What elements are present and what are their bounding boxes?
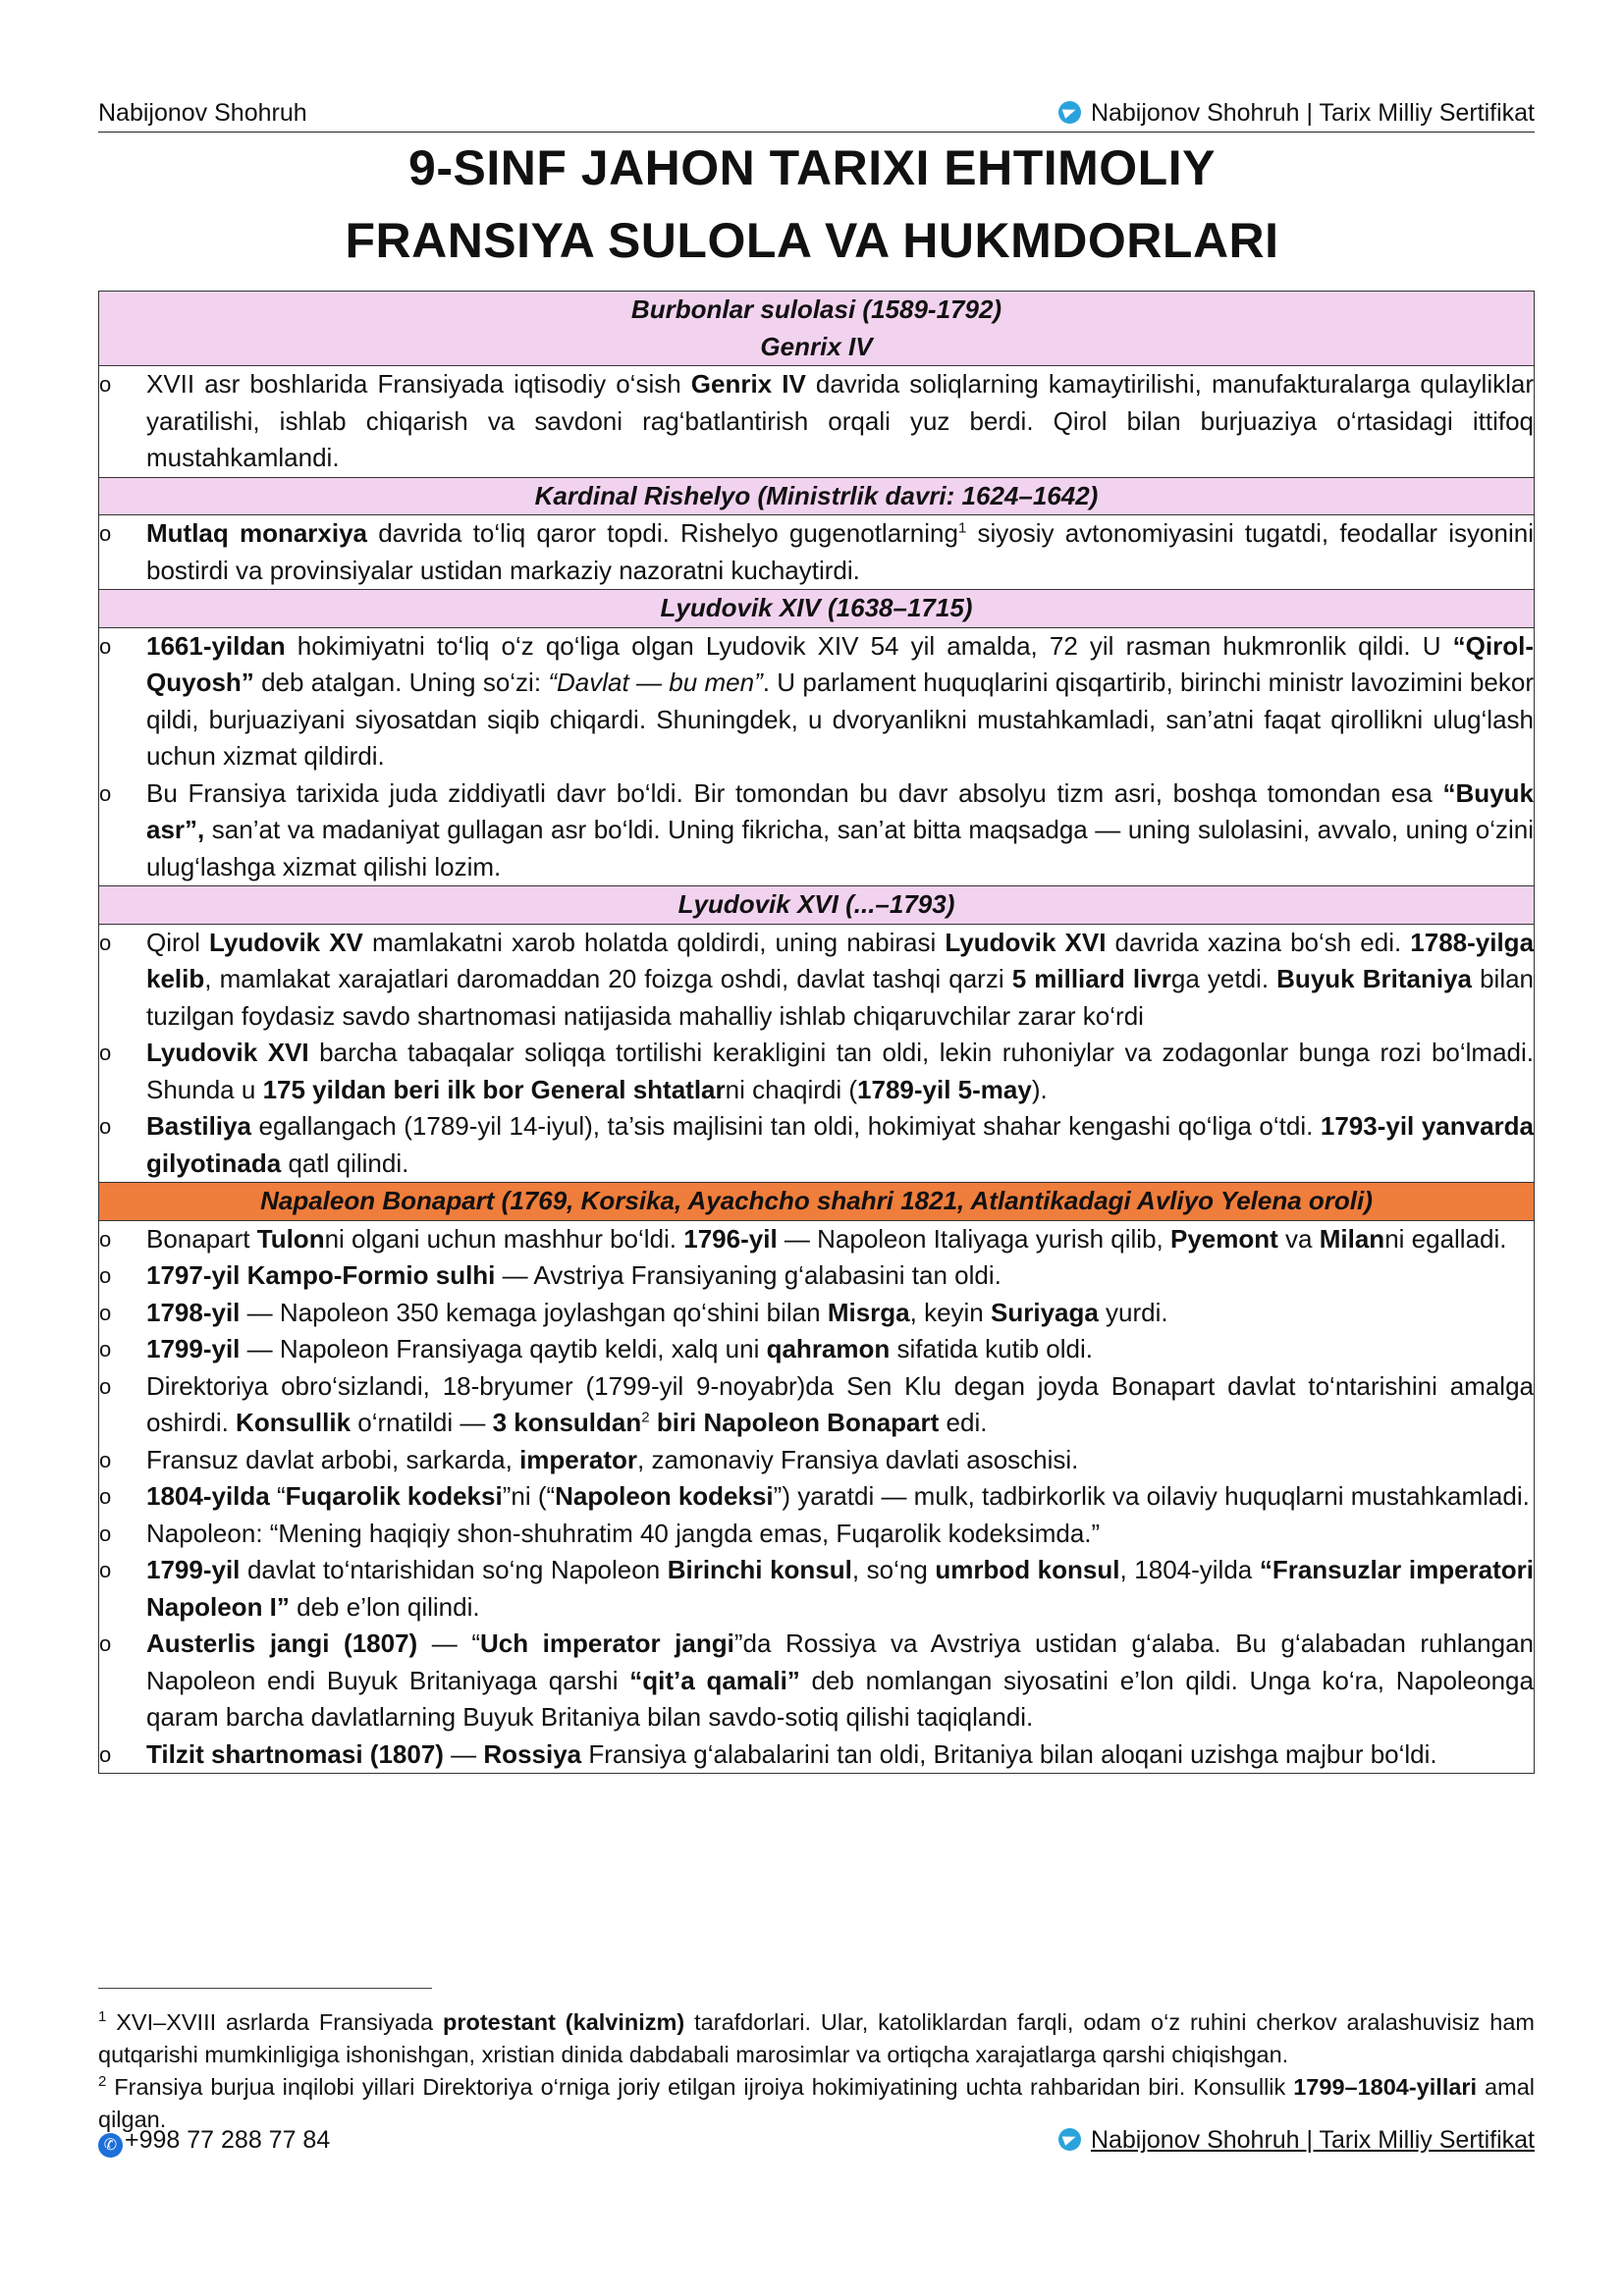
list-item [99,515,1534,589]
footnote [98,2006,1535,2071]
text-run: , 1804-yilda [1119,1555,1260,1584]
list-item-text [146,1552,1534,1626]
bold-text: 1799–1804-yillari [1293,2074,1478,2100]
author-name: Nabijonov Shohruh [98,99,307,127]
footnote-ref: 2 [98,2073,107,2091]
bold-text: imperator [519,1444,637,1474]
bold-text: Genrix IV [690,369,806,399]
text-run: deb e’lon qilindi. [289,1591,480,1622]
list-item-text [146,628,1534,775]
list-item [99,1295,1534,1332]
footnote-divider [98,1988,432,1989]
text-run: qatl qilindi. [281,1148,409,1178]
telegram-icon [1058,101,1081,124]
section-body [99,515,1535,590]
bullet: o [99,1041,112,1065]
text-run: , so‘ng [851,1555,936,1584]
bold-text: 3 konsuldan [492,1408,642,1437]
text-run: Fransuz davlat arbobi, sarkarda, [146,1444,520,1474]
bold-text: Tulon [256,1223,325,1254]
bold-text: 175 yildan beri ilk bor General shtatlar [262,1074,726,1104]
section-heading: Lyudovik XVI (...–1793) [99,886,1535,925]
footnote-ref: 1 [98,2008,107,2026]
text-run: egallangach (1789-yil 14-iyul), ta’sis majlisini tan oldi, hokimiyat shahar kengashi qo‘liga o‘tdi. [250,1111,1321,1141]
bullet: o [99,1337,112,1362]
list-item-text [146,1368,1534,1442]
bold-text: “qit’a qamali” [629,1665,800,1695]
bold-text: 5 milliard livr [1011,964,1171,993]
bullet: o [99,1114,112,1139]
text-run: , mamlakat xarajatlari daromaddan 20 foizga oshdi, davlat tashqi qarzi [204,964,1012,993]
footer-channel[interactable] [1058,2126,1535,2155]
list-item [99,1442,1534,1479]
bullet: o [99,1226,112,1252]
phone-icon: ✆ [98,2133,123,2158]
bold-text: 1804-yilda [146,1481,270,1511]
text-run: edi. [939,1408,988,1437]
list-item-text [146,1331,1534,1368]
text-run: Fransiya g‘alabalarini tan oldi, Britaniya bilan aloqani uzishga majbur bo‘ldi. [581,1738,1437,1769]
text-run: ni chaqirdi ( [725,1074,858,1104]
bullet: o [99,1484,112,1509]
text-run: deb nomlangan siyosatini e’lon qildi. Unga ko‘ra, Napoleonga qaram barcha davlatlarning Buyuk Britaniya bilan savdo-sotiq qilishi taqiqlandi. [146,1665,1534,1732]
list-item [99,1331,1534,1368]
text-run: ). [1031,1074,1048,1104]
section-heading: Napaleon Bonapart (1769, Korsika, Ayachcho shahri 1821, Atlantikadagi Avliyo Yelena oroli) [99,1183,1535,1221]
bold-text: 1793-yil yanvarda gilyotinada [146,1111,1534,1178]
list-item-text [146,1108,1534,1182]
text-run: deb atalgan. Uning so‘zi: [253,667,549,697]
text-run: ”) yaratdi — mulk, tadbirkorlik va oilaviy huquqlarni mustahkamladi. [773,1481,1530,1511]
bold-text: Milan [1319,1223,1385,1254]
text-run: ”da Rossiya va Avstriya ustidan g‘alaba. Bu g‘alabadan ruhlangan Napoleon endi Buyuk Britaniyaga qarshi [146,1629,1535,1695]
list-item-text [146,1442,1534,1479]
bold-text: qahramon [766,1334,891,1363]
bold-text: Birinchi konsul [667,1555,852,1584]
bold-text: Mutlaq monarxiya [146,518,368,548]
bold-text: “Buyuk asr”, [146,777,1534,844]
section-heading: Lyudovik XIV (1638–1715) [99,590,1535,628]
bullet: o [99,633,112,659]
list-item-text [146,1035,1534,1108]
bold-text: Pyemont [1170,1223,1278,1254]
page-header [98,96,1535,133]
dynasty-title: Burbonlar sulolasi (1589-1792) [630,294,1002,324]
footnotes [98,2006,1535,2136]
list-item-text [146,1295,1534,1332]
list-item [99,1035,1534,1108]
section-heading [99,292,1535,366]
bold-text: Lyudovik XVI [945,927,1107,957]
list-item [99,1516,1534,1553]
text-run: — Napoleon Fransiyaga qaytib keldi, xalq uni [240,1334,767,1363]
bold-text: “Qirol-Quyosh” [146,630,1534,697]
text-run: davrida soliqlarning kamaytirilishi, manufakturalarga qulayliklar yaratilishi, ishlab chiqarish va savdoni rag‘batlantirish orqali yuz berdi. Qirol bilan burjuaziya o‘rtasidagi ittifoq mustahkamlandi. [146,369,1534,472]
bold-text: Tilzit shartnomasi (1807) [146,1738,444,1769]
bold-text: 1798-yil [146,1297,241,1327]
text-run: davlat to‘ntarishidan so‘ng Napoleon [240,1555,668,1584]
phone-number: +998 77 288 77 84 [125,2126,331,2154]
bold-text: 1799-yil [146,1555,241,1584]
text-run: davrida to‘liq qaror topdi. Rishelyo gugenotlarning [367,518,958,548]
list-item [99,628,1534,775]
bold-text: biri Napoleon Bonapart [649,1408,940,1437]
bold-text: 1796-yil [683,1223,778,1254]
text-run: XVI–XVIII asrlarda Fransiyada [106,2009,443,2035]
section-body [99,366,1535,478]
bold-text: Suriyaga [991,1297,1099,1327]
text-run: sifatida kutib oldi. [890,1334,1093,1363]
telegram-icon [1058,2128,1081,2151]
text-run: hokimiyatni to‘liq o‘z qo‘liga olgan Lyudovik XIV 54 yil amalda, 72 yil rasman hukmronlik qildi. U [285,630,1453,661]
text-run: Direktoriya obro‘sizlandi, 18-bryumer (1799-yil 9-noyabr)da Sen Klu degan joyda Bonapart davlat to‘ntarishini amalga oshirdi. [146,1370,1534,1437]
text-run: Bonapart [146,1223,257,1254]
section-body [99,1220,1535,1774]
bold-text: Austerlis jangi (1807) [146,1629,418,1658]
list-item-text [146,925,1534,1036]
bullet: o [99,372,112,397]
text-run: — “ [417,1629,480,1658]
text-run: va [1277,1223,1320,1254]
bold-text: Lyudovik XVI [146,1038,309,1067]
bold-text: “Fransuzlar imperatori Napoleon I” [146,1555,1535,1622]
text-run: — Avstriya Fransiyaning g‘alabasini tan oldi. [495,1260,1001,1290]
list-item [99,1368,1534,1442]
bullet: o [99,930,112,955]
text-run: amal qilgan. [98,2074,1535,2132]
text-run: mamlakatni xarob holatda qoldirdi, uning nabirasi [362,927,946,957]
text-run: ni olgani uchun mashhur bo‘ldi. [324,1223,684,1254]
list-item-text [146,366,1534,477]
text-run: yurdi. [1098,1297,1168,1327]
bold-text: Fuqarolik kodeksi [285,1481,503,1511]
text-run: o‘rnatildi — [351,1408,493,1437]
bold-text: 1797-yil Kampo-Formio sulhi [146,1260,496,1290]
bullet: o [99,1300,112,1325]
text-run: ga yetdi. [1170,964,1277,993]
list-item-text [146,1257,1534,1295]
text-run: Qirol [146,927,209,957]
bold-text: Konsullik [236,1408,352,1437]
list-item-text [146,515,1534,589]
text-run: tarafdorlari. Ular, katoliklardan farqli, odam o‘z ruhini cherkov aralashuvisiz ham qutqarishi mumkinligiga ishonishgan, xristian dinida dabdabali marosimlar va ortiqcha xarajatlarga qarshi chiqishgan. [98,2009,1535,2067]
text-run: . U parlament huquqlarini qisqartirib, birinchi ministr lavozimini bekor qildi, burjuaziyani siyosatdan siqib chiqardi. Shuningdek, u dvoryanlikni mustahkamladi, san’atni faqat qirollikni ulug‘lash uchun xizmat qildirdi. [146,667,1534,771]
bold-text: protestant (kalvinizm) [443,2009,685,2035]
bullet: o [99,1263,112,1288]
section-heading: Kardinal Rishelyo (Ministrlik davri: 1624–1642) [99,477,1535,515]
list-item-text [146,775,1534,886]
list-item [99,1626,1534,1736]
text-run: — Napoleon 350 kemaga joylashgan qo‘shini bilan [240,1297,828,1327]
footnote-ref: 1 [957,519,967,537]
list-item [99,1257,1534,1295]
bold-text: 1788-yilga kelib [146,927,1535,993]
text-run: Napoleon: “Mening haqiqiy shon-shuhratim 40 jangda emas, Fuqarolik kodeksimda.” [146,1518,1101,1548]
text-run: — Napoleon Italiyaga yurish qilib, [777,1223,1170,1254]
header-channel[interactable] [1058,99,1535,128]
list-item [99,1736,1534,1774]
section-body [99,627,1535,886]
text-run: , zamonaviy Fransiya davlati asoschisi. [637,1444,1079,1474]
text-run: XVII asr boshlarida Fransiyada iqtisodiy o‘sish [146,369,691,399]
list-item [99,775,1534,886]
page-title: 9-SINF JAHON TARIXI EHTIMOLIY [408,140,1216,195]
bullet: o [99,521,112,546]
bold-text: 1661-yildan [146,630,286,661]
text-run: san’at va madaniyat gullagan asr bo‘ldi. Uning fikricha, san’at bitta maqsadga — uning sulolasini, avvalo, uning o‘zini ulug‘lashga xizmat qilishi lozim. [146,815,1534,881]
bullet: o [99,1631,112,1656]
footer-phone[interactable] [98,2126,330,2154]
list-item [99,925,1534,1036]
text-run: ni egalladi. [1384,1223,1507,1254]
list-item [99,1478,1534,1516]
section-body [99,924,1535,1183]
text-run: barcha tabaqalar soliqqa tortilishi kerakligini tan oldi, lekin ruhoniylar va zodagonlar bunga rozi bo‘lmadi. Shunda u [146,1038,1534,1104]
list-item-text [146,1221,1534,1258]
page-footer [98,2126,1535,2162]
text-run: siyosiy avtonomiyasini tugatdi, feodallar isyonini bostirdi va provinsiyalar ustidan markaziy nazoratni kuchaytirdi. [146,518,1534,585]
text-run: bilan tuzilgan foydasiz savdo shartnomasi natijasida mahalliy ishlab chiqaruvchilar zarar ko‘rdi [146,964,1535,1031]
text-run: Bu Fransiya tarixida juda ziddiyatli davr bo‘ldi. Bir tomondan bu davr absolyu tizm asri, boshqa tomondan esa [146,777,1443,808]
list-item [99,366,1534,477]
list-item-text [146,1516,1534,1553]
page-subtitle: FRANSIYA SULOLA VA HUKMDORLARI [345,213,1279,268]
bold-text: Lyudovik XV [208,927,363,957]
bold-text: 1789-yil 5-may [857,1074,1032,1104]
bullet: o [99,780,112,806]
bullet: o [99,1521,112,1546]
bold-text: Bastiliya [146,1111,251,1141]
text-run: — [443,1738,484,1769]
list-item-text [146,1478,1534,1516]
header-channel-label: Nabijonov Shohruh | Tarix Milliy Sertifikat [1090,99,1535,127]
list-item [99,1108,1534,1182]
bullet: o [99,1373,112,1399]
bold-text: Uch imperator jangi [480,1629,734,1658]
footer-channel-label: Nabijonov Shohruh | Tarix Milliy Sertifikat [1090,2126,1535,2154]
rulers-table [98,291,1535,1774]
footnote-ref: 2 [641,1409,650,1426]
bold-text: 1799-yil [146,1334,241,1363]
bullet: o [99,1741,112,1767]
bold-text: Napoleon kodeksi [555,1481,774,1511]
text-run: “ [269,1481,286,1511]
list-item-text [146,1736,1534,1774]
list-item [99,1221,1534,1258]
text-run: davrida xazina bo‘sh edi. [1106,927,1411,957]
bold-text: Buyuk Britaniya [1276,964,1472,993]
list-item [99,1552,1534,1626]
bold-text: umrbod konsul [935,1555,1120,1584]
bullet: o [99,1447,112,1472]
bold-text: Misrga [827,1297,910,1327]
text-run: Fransiya burjua inqilobi yillari Direktoriya o‘rniga joriy etilgan ijroiya hokimiyatining uchta rahbaridan biri. Konsullik [106,2074,1294,2100]
text-run: , keyin [909,1297,991,1327]
bold-text: Rossiya [483,1738,582,1769]
text-run: ”ni (“ [502,1481,556,1511]
bullet: o [99,1558,112,1582]
italic-text: “Davlat — bu men” [548,667,763,697]
ruler-title: Genrix IV [760,331,873,361]
list-item-text [146,1626,1534,1736]
